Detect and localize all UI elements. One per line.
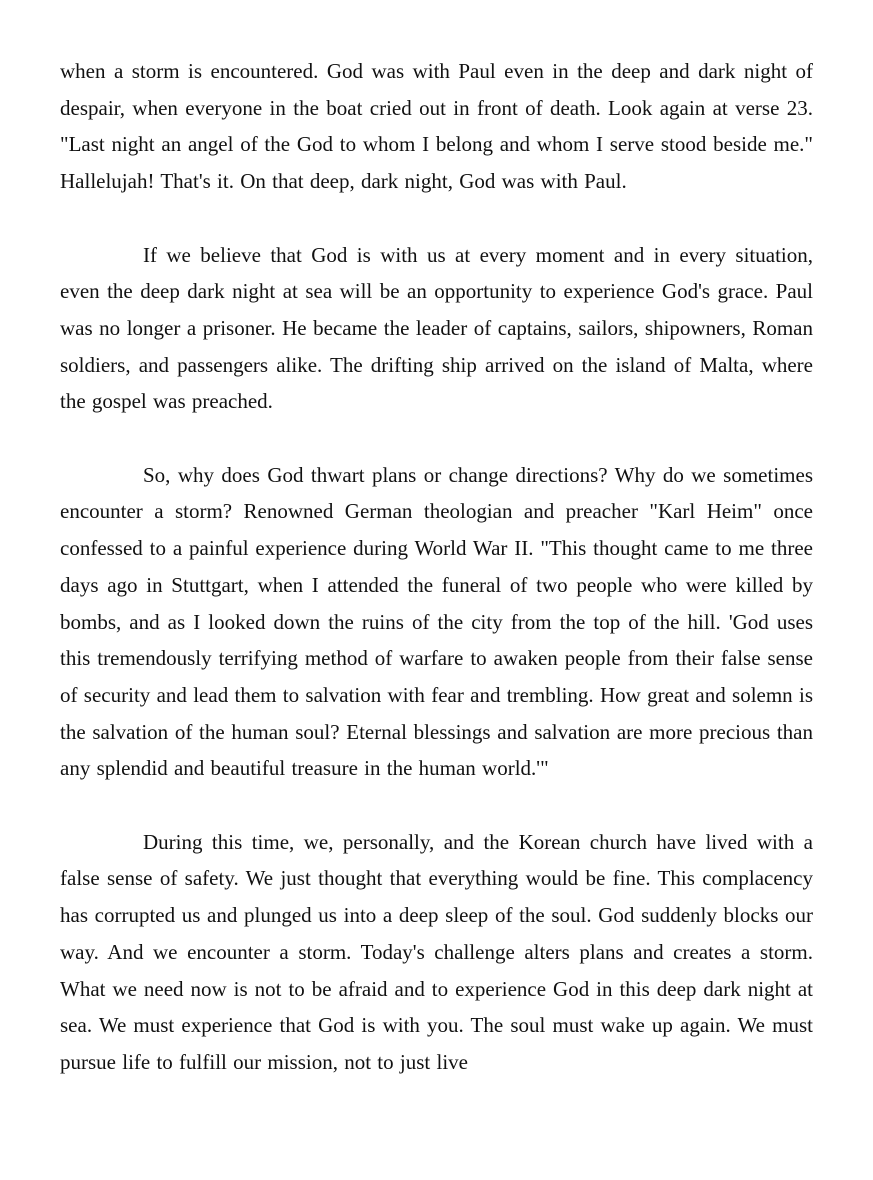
paragraph-continuation: when a storm is encountered. God was with Paul even in the deep and dark night of despair, when everyone in the boat cried out in front of death. Look again at verse 23. "Last night an angel of the God to whom I belong and whom I serve stood beside me." Hallelujah! That's it. On that deep, dark night, God was with Paul. [60, 59, 813, 194]
paragraph-gods-presence: If we believe that God is with us at every moment and in every situation, even the deep dark night at sea will be an opportunity to experience God's grace. Paul was no longer a prisoner. He became the leader of captains, sailors, shipowners, Roman soldiers, and passengers alike. The drifting ship arrived on the island of Malta, where the gospel was preached. [60, 242, 813, 414]
paragraph-karl-heim: So, why does God thwart plans or change directions? Why do we sometimes encounter a storm? Renowned German theologian and preacher "Karl Heim" once confessed to a painful experience during World War II. "This thought came to me three days ago in Stuttgart, when I attended the funeral of two people who were killed by bombs, and as I looked down the ruins of the city from the top of the hill. 'God uses this tremendously terrifying method of warfare to awaken people from their false sense of security and lead them to salvation with fear and trembling. How great and solemn is the salvation of the human soul? Eternal blessings and salvation are more precious than any splendid and beautiful treasure in the human world.'" [60, 462, 813, 781]
paragraph-korean-church: During this time, we, personally, and the Korean church have lived with a false sense of safety. We just thought that everything would be fine. This complacency has corrupted us and plunged us into a deep sleep of the soul. God suddenly blocks our way. And we encounter a storm. Today's challenge alters plans and creates a storm. What we need now is not to be afraid and to experience God in this deep dark night at sea. We must experience that God is with you. The soul must wake up again. We must pursue life to fulfill our mission, not to just live [60, 829, 813, 1074]
